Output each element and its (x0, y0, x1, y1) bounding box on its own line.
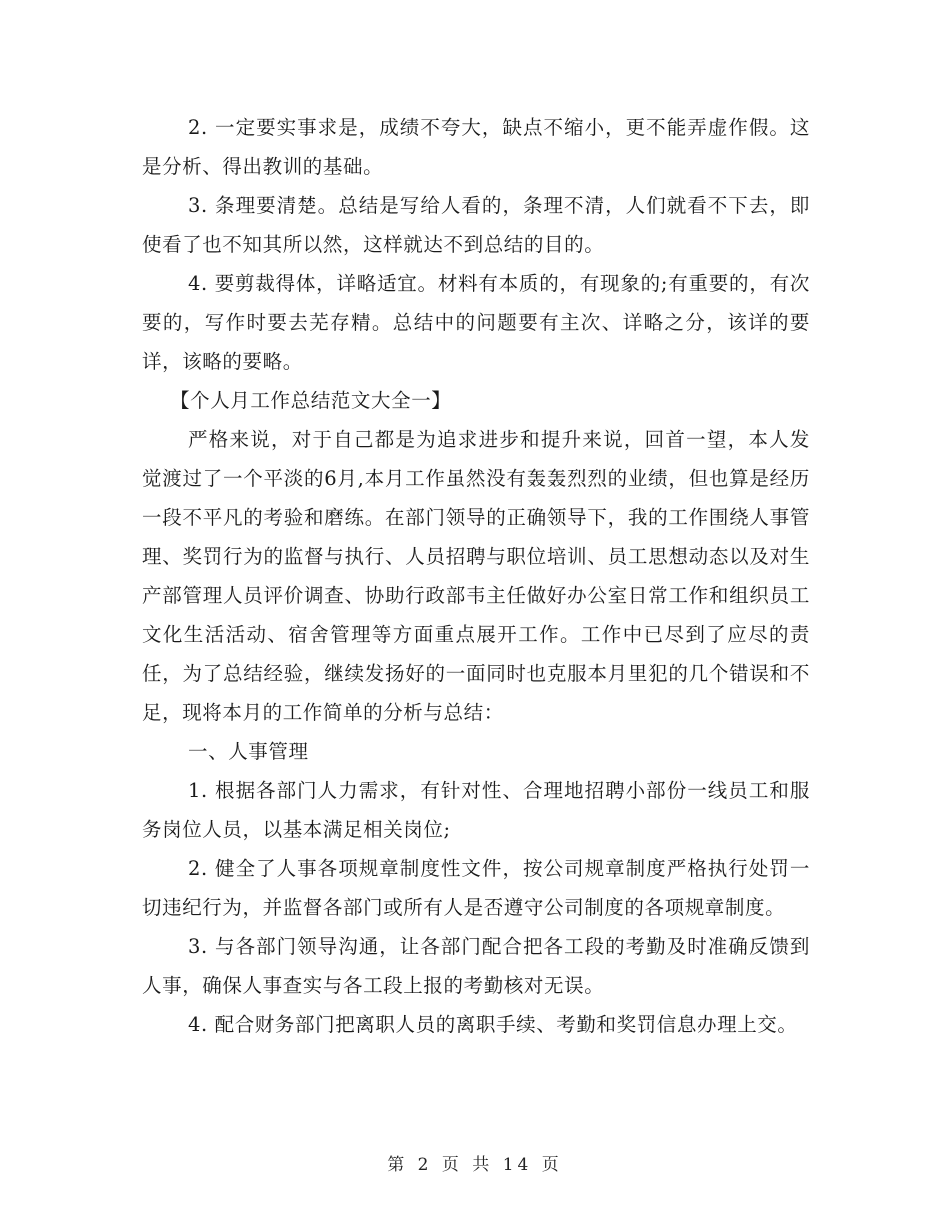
paragraph: 3. 条理要清楚。总结是写给人看的，条理不清，人们就看不下去，即使看了也不知其所以然，这样就达不到总结的目的。 (142, 194, 810, 256)
section-title: 【个人月工作总结范文大全一】 (170, 389, 452, 412)
body-paragraph: 严格来说，对于自己都是为追求进步和提升来说，回首一望，本人发觉渡过了一个平淡的6月,本月工作虽然没有轰轰烈烈的业绩，但也算是经历一段不平凡的考验和磨练。在部门领导的正确领导下，我的工作围绕人事管理、奖罚行为的监督与执行、人员招聘与职位培训、员工思想动态以及对生产部管理人员评价调查、协助行政部韦主任做好办公室日常工作和组织员工文化生活活动、宿舍管理等方面重点展开工作。工作中已尽到了应尽的责任，为了总结经验，继续发扬好的一面同时也克服本月里犯的几个错误和不足，现将本月的工作简单的分析与总结： (142, 428, 810, 724)
page-number-footer: 第 2 页 共 14 页 (387, 1155, 563, 1175)
document-body (142, 108, 810, 1044)
paragraph: 2. 一定要实事求是，成绩不夸大，缺点不缩小，更不能弄虚作假。这是分析、得出教训的基础。 (142, 116, 810, 178)
list-item: 4. 配合财务部门把离职人员的离职手续、考勤和奖罚信息办理上交。 (188, 1013, 798, 1036)
subsection-title: 一、人事管理 (188, 740, 309, 763)
list-item: 2. 健全了人事各项规章制度性文件，按公司规章制度严格执行处罚一切违纪行为，并监督各部门或所有人是否遵守公司制度的各项规章制度。 (142, 857, 810, 919)
paragraph: 4. 要剪裁得体，详略适宜。材料有本质的，有现象的;有重要的，有次要的，写作时要去芜存精。总结中的问题要有主次、详略之分，该详的要详，该略的要略。 (142, 272, 810, 373)
list-item: 1. 根据各部门人力需求，有针对性、合理地招聘小部份一线员工和服务岗位人员，以基本满足相关岗位; (142, 779, 810, 841)
list-item: 3. 与各部门领导沟通，让各部门配合把各工段的考勤及时准确反馈到人事，确保人事查实与各工段上报的考勤核对无误。 (142, 935, 810, 997)
